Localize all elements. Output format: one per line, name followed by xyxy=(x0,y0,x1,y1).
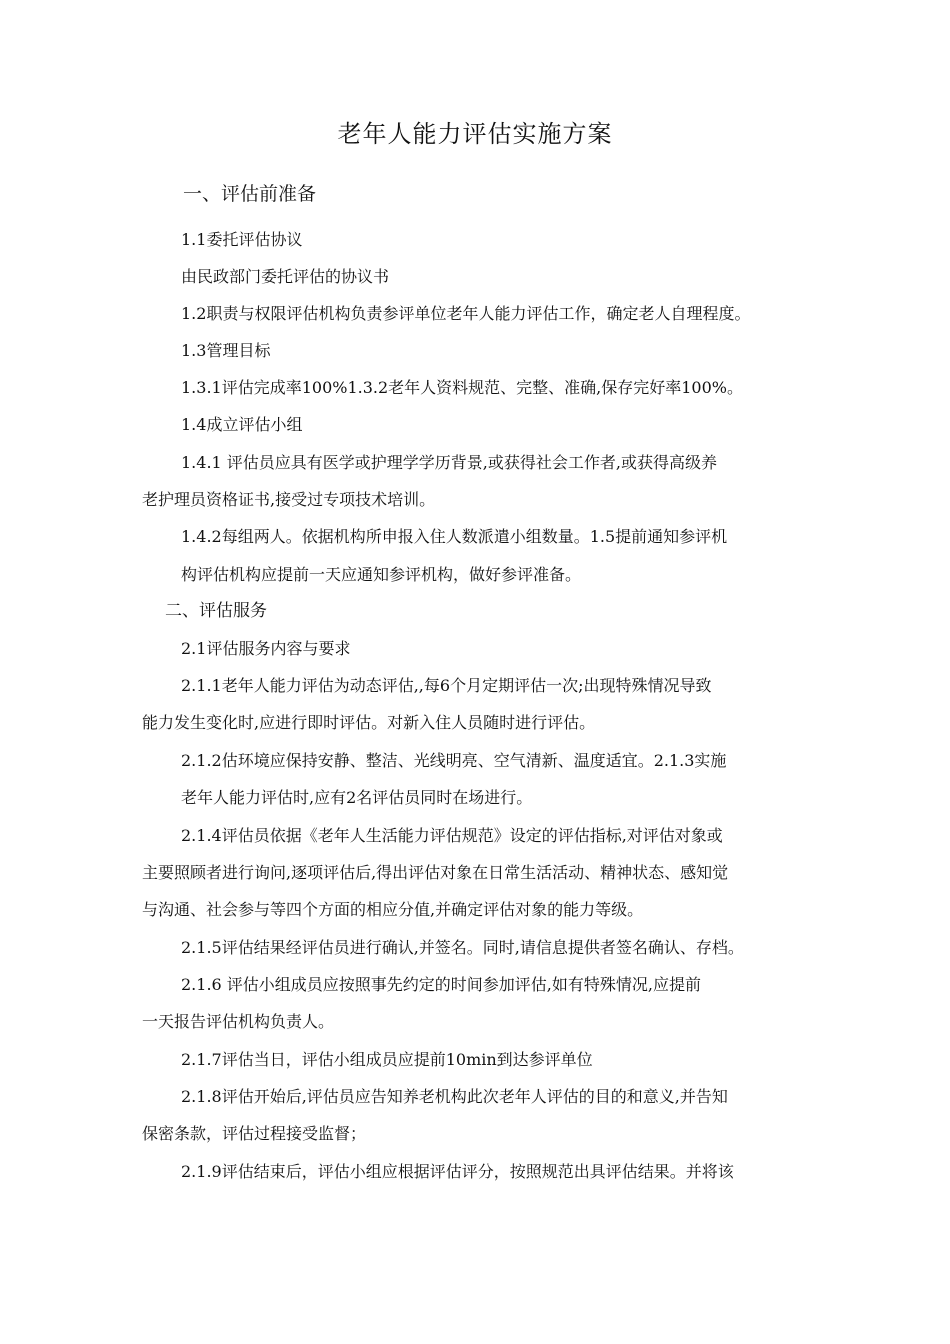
paragraph-line: 2.1.2估环境应保持安静、整洁、光线明亮、空气清新、温度适宜。2.1.3实施 xyxy=(181,751,727,770)
paragraph-line: 2.1.6 评估小组成员应按照事先约定的时间参加评估,如有特殊情况,应提前 xyxy=(181,975,701,994)
paragraph-line: 2.1.7评估当日，评估小组成员应提前10min到达参评单位 xyxy=(181,1050,593,1069)
paragraph-line: 2.1.9评估结束后，评估小组应根据评估评分，按照规范出具评估结果。并将该 xyxy=(181,1162,734,1181)
paragraph-line: 1.4.1 评估员应具有医学或护理学学历背景,或获得社会工作者,或获得高级养 xyxy=(181,453,717,472)
paragraph-line: 老年人能力评估时,应有2名评估员同时在场进行。 xyxy=(181,788,533,807)
paragraph-line: 主要照顾者进行询问,逐项评估后,得出评估对象在日常生活活动、精神状态、感知觉 xyxy=(142,863,729,882)
paragraph-line: 能力发生变化时,应进行即时评估。对新入住人员随时进行评估。 xyxy=(142,713,596,732)
paragraph-line: 2.1.4评估员依据《老年人生活能力评估规范》设定的评估指标,对评估对象或 xyxy=(181,826,723,845)
paragraph-line: 2.1.8评估开始后,评估员应告知养老机构此次老年人评估的目的和意义,并告知 xyxy=(181,1087,728,1106)
paragraph-line: 1.3管理目标 xyxy=(181,341,271,360)
paragraph-line: 一天报告评估机构负责人。 xyxy=(142,1012,335,1031)
paragraph-line: 构评估机构应提前一天应通知参评机构，做好参评准备。 xyxy=(181,565,582,584)
paragraph-line: 2.1评估服务内容与要求 xyxy=(181,639,351,658)
paragraph-line: 1.4成立评估小组 xyxy=(181,415,303,434)
paragraph-line: 1.2职责与权限评估机构负责参评单位老年人能力评估工作，确定老人自理程度。 xyxy=(181,304,751,323)
paragraph-line: 2.1.1老年人能力评估为动态评估,,每6个月定期评估一次;出现特殊情况导致 xyxy=(181,676,712,695)
paragraph-line: 2.1.5评估结果经评估员进行确认,并签名。同时,请信息提供者签名确认、存档。 xyxy=(181,938,744,957)
paragraph-line: 1.1委托评估协议 xyxy=(181,230,303,249)
paragraph-line: 1.3.1评估完成率100%1.3.2老年人资料规范、完整、准确,保存完好率100%。 xyxy=(181,378,743,397)
section-heading-service: 二、评估服务 xyxy=(165,601,267,621)
paragraph-line: 与沟通、社会参与等四个方面的相应分值,并确定评估对象的能力等级。 xyxy=(142,900,644,919)
paragraph-line: 老护理员资格证书,接受过专项技术培训。 xyxy=(142,490,436,509)
document-title: 老年人能力评估实施方案 xyxy=(337,120,613,148)
paragraph-line: 1.4.2每组两人。依据机构所申报入住人数派遣小组数量。1.5提前通知参评机 xyxy=(181,527,728,546)
paragraph-line: 由民政部门委托评估的协议书 xyxy=(181,267,390,286)
section-heading-preparation: 一、评估前准备 xyxy=(183,183,317,205)
paragraph-line: 保密条款，评估过程接受监督； xyxy=(142,1124,367,1143)
